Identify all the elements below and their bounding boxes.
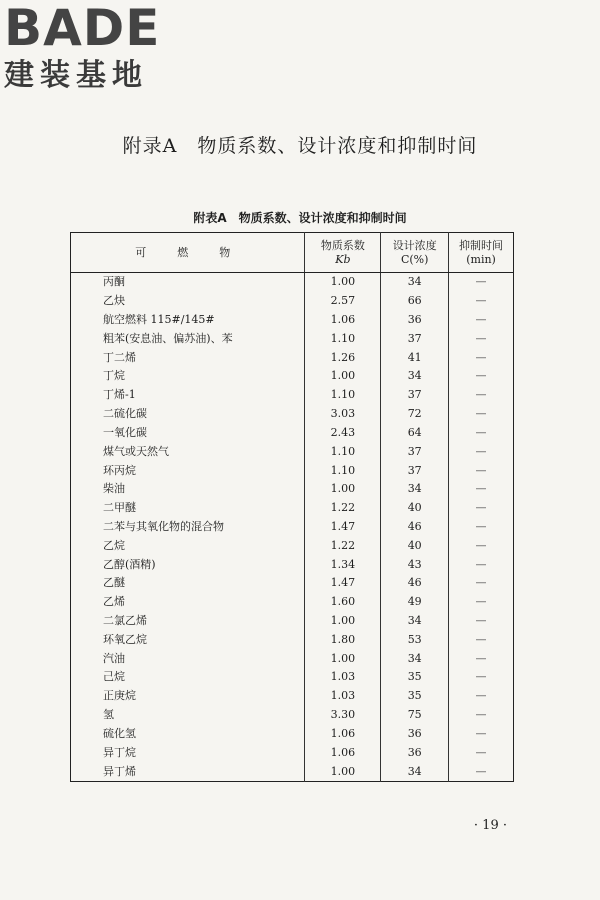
- cell-concentration: 49: [381, 593, 449, 612]
- cell-kb: 1.22: [305, 536, 381, 555]
- cell-time: —: [449, 687, 514, 706]
- cell-time: —: [449, 649, 514, 668]
- table-row: [71, 499, 514, 518]
- cell-substance: 己烷: [103, 670, 125, 684]
- cell-substance: 航空燃料 115#/145#: [103, 313, 215, 327]
- cell-kb: 1.10: [305, 386, 381, 405]
- col-header-kb: 物质系数 Kb: [305, 233, 381, 273]
- cell-concentration: 34: [381, 273, 449, 292]
- cell-concentration: 34: [381, 480, 449, 499]
- cell-kb: 2.43: [305, 424, 381, 443]
- cell-concentration: 36: [381, 311, 449, 330]
- cell-concentration: 36: [381, 725, 449, 744]
- cell-kb: 1.10: [305, 329, 381, 348]
- table-row: [71, 555, 514, 574]
- table-row: [71, 480, 514, 499]
- cell-concentration: 40: [381, 499, 449, 518]
- cell-time: —: [449, 329, 514, 348]
- cell-kb: 1.00: [305, 649, 381, 668]
- cell-time: —: [449, 499, 514, 518]
- cell-time: —: [449, 536, 514, 555]
- cell-kb: 3.03: [305, 405, 381, 424]
- table-row: [71, 292, 514, 311]
- cell-substance: 乙烷: [103, 538, 125, 552]
- cell-substance: 煤气或天然气: [103, 444, 169, 458]
- cell-kb: 1.10: [305, 461, 381, 480]
- cell-concentration: 75: [381, 706, 449, 725]
- col-header-time: 抑制时间 (min): [449, 233, 514, 273]
- cell-time: —: [449, 668, 514, 687]
- cell-time: —: [449, 706, 514, 725]
- table-row: [71, 762, 514, 781]
- table-row: [71, 329, 514, 348]
- cell-concentration: 64: [381, 424, 449, 443]
- cell-kb: 1.22: [305, 499, 381, 518]
- cell-concentration: 36: [381, 743, 449, 762]
- table-row: [71, 725, 514, 744]
- cell-kb: 1.06: [305, 743, 381, 762]
- logo-text-en: BADE: [4, 0, 161, 57]
- cell-kb: 2.57: [305, 292, 381, 311]
- table-row: [71, 574, 514, 593]
- cell-time: —: [449, 273, 514, 292]
- table-row: [71, 424, 514, 443]
- cell-concentration: 72: [381, 405, 449, 424]
- cell-kb: 1.06: [305, 725, 381, 744]
- cell-time: —: [449, 480, 514, 499]
- cell-substance: 二硫化碳: [103, 407, 147, 421]
- cell-time: —: [449, 593, 514, 612]
- table-row: [71, 311, 514, 330]
- cell-kb: 1.47: [305, 574, 381, 593]
- cell-kb: 1.03: [305, 687, 381, 706]
- cell-time: —: [449, 574, 514, 593]
- cell-concentration: 34: [381, 612, 449, 631]
- page-title: 附录A 物质系数、设计浓度和抑制时间: [122, 135, 478, 157]
- cell-substance: 丁二烯: [103, 350, 136, 364]
- cell-substance: 乙醇(酒精): [103, 557, 156, 571]
- cell-time: —: [449, 292, 514, 311]
- cell-kb: 1.06: [305, 311, 381, 330]
- cell-time: —: [449, 461, 514, 480]
- cell-substance: 氢: [103, 708, 114, 722]
- cell-time: —: [449, 518, 514, 537]
- brand-logo: [4, 2, 160, 94]
- cell-concentration: 66: [381, 292, 449, 311]
- cell-substance: 乙烯: [103, 595, 125, 609]
- cell-kb: 1.00: [305, 762, 381, 781]
- table-row: [71, 461, 514, 480]
- cell-kb: 1.60: [305, 593, 381, 612]
- table-row: [71, 518, 514, 537]
- page-number: · 19 ·: [473, 818, 507, 833]
- cell-concentration: 37: [381, 461, 449, 480]
- table-row: [71, 367, 514, 386]
- cell-concentration: 46: [381, 574, 449, 593]
- cell-kb: 1.80: [305, 630, 381, 649]
- cell-kb: 1.34: [305, 555, 381, 574]
- cell-substance: 柴油: [103, 482, 125, 496]
- table-row: [71, 273, 514, 292]
- cell-time: —: [449, 424, 514, 443]
- cell-substance: 二氯乙烯: [103, 614, 147, 628]
- cell-substance: 硫化氢: [103, 726, 136, 740]
- cell-concentration: 35: [381, 668, 449, 687]
- cell-time: —: [449, 367, 514, 386]
- cell-time: —: [449, 386, 514, 405]
- cell-kb: 1.00: [305, 480, 381, 499]
- table-body: [71, 273, 514, 782]
- table-row: [71, 649, 514, 668]
- cell-concentration: 40: [381, 536, 449, 555]
- cell-time: —: [449, 442, 514, 461]
- cell-substance: 环氧乙烷: [103, 632, 147, 646]
- cell-substance: 一氧化碳: [103, 425, 147, 439]
- cell-kb: 1.10: [305, 442, 381, 461]
- cell-concentration: 37: [381, 329, 449, 348]
- cell-time: —: [449, 405, 514, 424]
- cell-concentration: 34: [381, 649, 449, 668]
- cell-concentration: 46: [381, 518, 449, 537]
- cell-concentration: 34: [381, 367, 449, 386]
- cell-time: —: [449, 743, 514, 762]
- cell-concentration: 53: [381, 630, 449, 649]
- table-row: [71, 348, 514, 367]
- col-header-substance: 可 燃 物: [71, 233, 305, 273]
- cell-substance: 乙醚: [103, 576, 125, 590]
- cell-concentration: 37: [381, 386, 449, 405]
- table-row: [71, 668, 514, 687]
- cell-concentration: 34: [381, 762, 449, 781]
- table-row: [71, 743, 514, 762]
- table-row: [71, 442, 514, 461]
- cell-substance: 二甲醚: [103, 501, 136, 515]
- table-row: [71, 706, 514, 725]
- cell-kb: 1.47: [305, 518, 381, 537]
- cell-time: —: [449, 725, 514, 744]
- table-row: [71, 687, 514, 706]
- data-table: [70, 232, 514, 782]
- cell-concentration: 35: [381, 687, 449, 706]
- cell-kb: 1.26: [305, 348, 381, 367]
- cell-kb: 1.00: [305, 273, 381, 292]
- cell-kb: 1.03: [305, 668, 381, 687]
- table-caption: 附表A 物质系数、设计浓度和抑制时间: [193, 211, 407, 225]
- cell-time: —: [449, 555, 514, 574]
- table-row: [71, 630, 514, 649]
- table-row: [71, 593, 514, 612]
- col-header-concentration: 设计浓度 C(%): [381, 233, 449, 273]
- cell-substance: 粗苯(安息油、偏苏油)、苯: [103, 331, 233, 345]
- cell-substance: 丁烯-1: [103, 388, 136, 402]
- table-row: [71, 536, 514, 555]
- cell-concentration: 37: [381, 442, 449, 461]
- table-row: [71, 386, 514, 405]
- cell-substance: 丙酮: [103, 275, 125, 289]
- cell-time: —: [449, 762, 514, 781]
- cell-time: —: [449, 348, 514, 367]
- cell-substance: 汽油: [103, 651, 125, 665]
- cell-substance: 异丁烯: [103, 764, 136, 778]
- cell-time: —: [449, 630, 514, 649]
- cell-time: —: [449, 612, 514, 631]
- cell-concentration: 41: [381, 348, 449, 367]
- table-row: [71, 405, 514, 424]
- cell-substance: 丁烷: [103, 369, 125, 383]
- cell-kb: 1.00: [305, 612, 381, 631]
- cell-concentration: 43: [381, 555, 449, 574]
- cell-substance: 二苯与其氧化物的混合物: [103, 519, 224, 533]
- cell-kb: 3.30: [305, 706, 381, 725]
- table-header-row: [71, 233, 514, 273]
- cell-kb: 1.00: [305, 367, 381, 386]
- cell-substance: 环丙烷: [103, 463, 136, 477]
- cell-substance: 异丁烷: [103, 745, 136, 759]
- cell-substance: 正庚烷: [103, 689, 136, 703]
- table-row: [71, 612, 514, 631]
- cell-substance: 乙炔: [103, 294, 125, 308]
- logo-text-cn: 建装基地: [4, 58, 148, 93]
- cell-time: —: [449, 311, 514, 330]
